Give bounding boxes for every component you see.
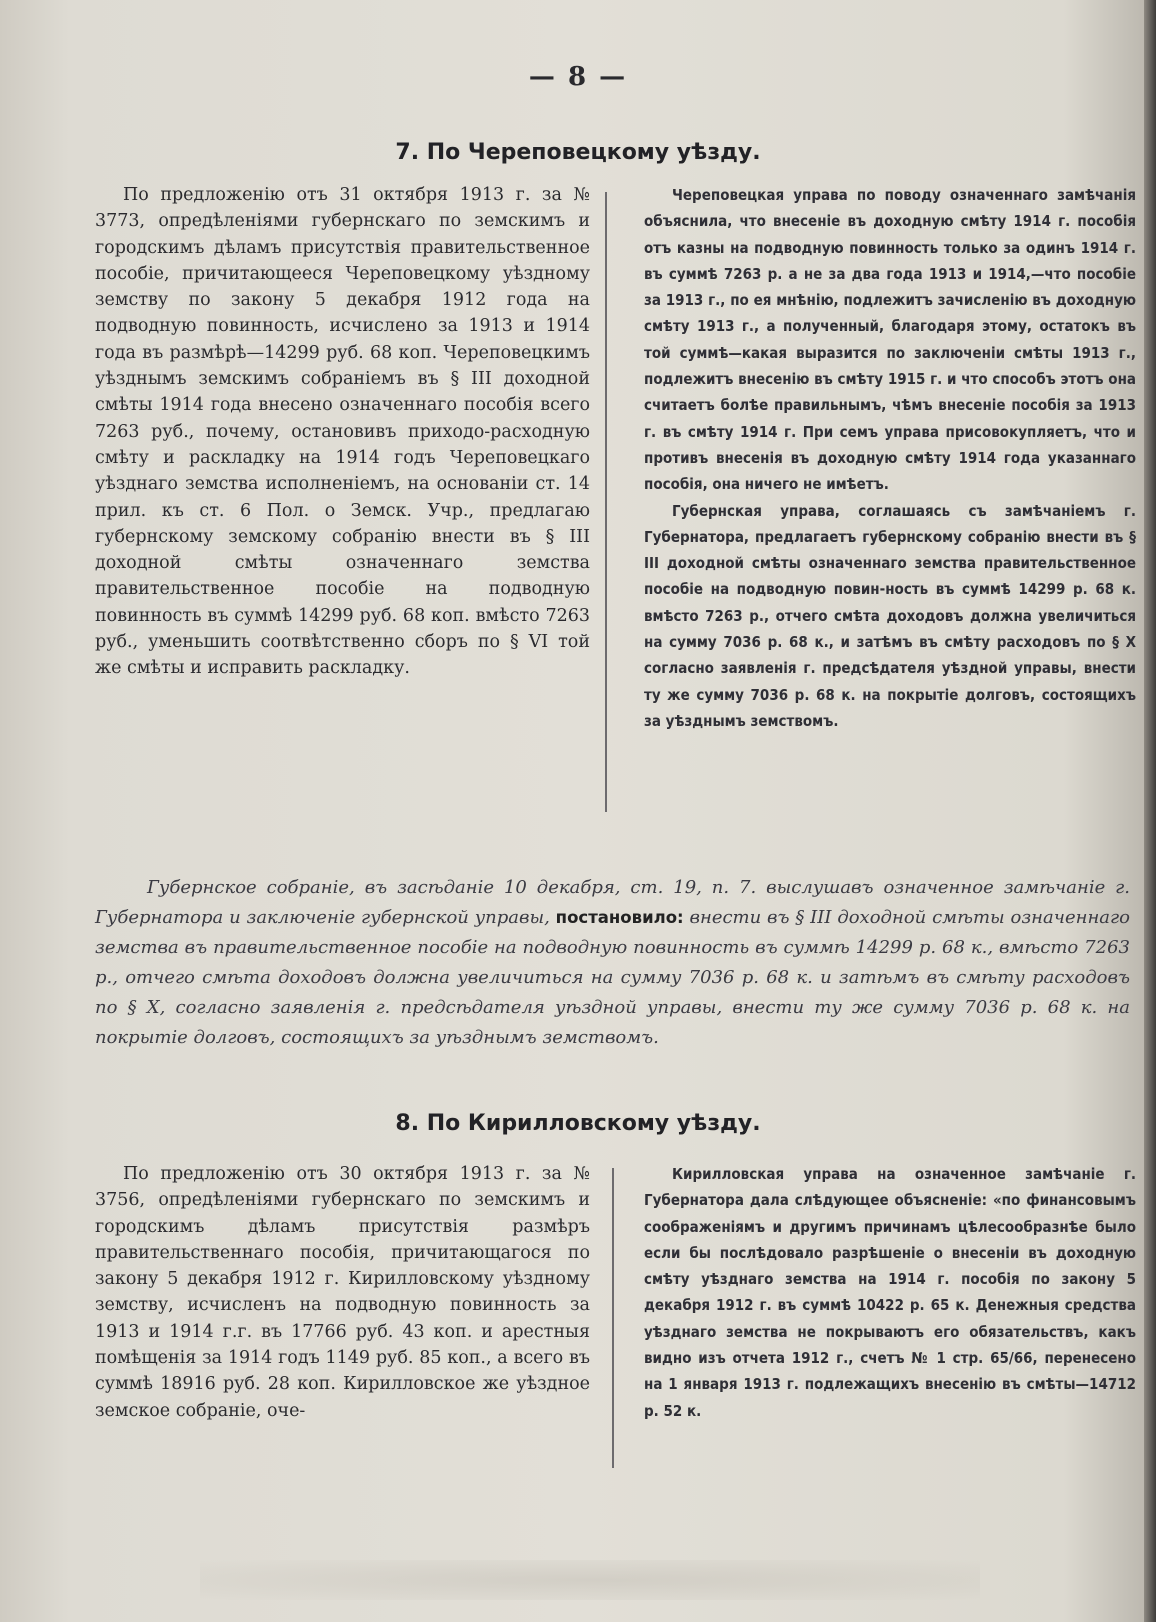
section-7-right-paragraph-1: Череповецкая управа по поводу означеннаго замѣчанія объяснила, что внесеніе въ доходную смѣту 1914 г. пособія отъ казны на подводную повинность только за одинъ 1914 г. въ суммѣ 7263 р. а не за два года 1913 и 1914,—что пособіе за 1913 г., по ея мнѣнію, подлежитъ зачисленію въ доходную смѣту 1913 г., а полученный, благодаря этому, остатокъ въ той суммѣ—какая выразится по заключеніи смѣты 1913 г., подлежитъ внесенію въ смѣту 1915 г. и что способъ этотъ она считаетъ болѣе правильнымъ, чѣмъ внесеніе пособія за 1913 г. въ смѣту 1914 г. При семъ управа присовокупляетъ, что и противъ внесенія въ доходную смѣту 1914 года указаннаго пособія, она ничего не имѣетъ. — [644, 186, 1136, 494]
resolution-keyword: постановило: — [555, 908, 684, 927]
paper-stain — [200, 1560, 980, 1600]
section-8-right-paragraph: Кирилловская управа на означенное замѣчаніе г. Губернатора дала слѣдующее объясненіе: «по финансовымъ соображеніямъ и другимъ причинамъ цѣлесообразнѣе было если бы послѣдовало разрѣшеніе о внесеніи въ доходную смѣту уѣзднаго земства на 1914 г. пособія по закону 5 декабря 1912 г. въ суммѣ 10422 р. 65 к. Денежныя средства уѣзднаго земства не покрываютъ его обязательствъ, какъ видно изъ отчета 1912 г., счетъ № 1 стр. 65/66, перенесено на 1 января 1913 г. подлежащихъ внесенію въ смѣты—14712 р. 52 к. — [644, 1165, 1136, 1420]
section-7-left-paragraph: По предложенію отъ 31 октября 1913 г. за № 3773, опредѣленіями губернскаго по земскимъ и городскимъ дѣламъ присутствія правительственное пособіе, причитающееся Череповецкому уѣздному земству по закону 5 декабря 1912 года на подводную повинность, исчислено за 1913 и 1914 года въ размѣрѣ—14299 руб. 68 коп. Череповецкимъ уѣзднымъ земскимъ собраніемъ въ § III доходной смѣты 1914 года внесено означеннаго пособія всего 7263 руб., почему, остановивъ приходо-расходную смѣту и раскладку на 1914 годъ Череповецкаго уѣзднаго земства исполненіемъ, на основаніи ст. 14 прил. къ ст. 6 Пол. о Земск. Учр., предлагаю губернскому земскому собранію внести въ § III доходной смѣты означеннаго земства правительственное пособіе на подводную повинность въ суммѣ 14299 руб. 68 коп. вмѣсто 7263 руб., уменьшить соотвѣтственно сборъ по § VI той же смѣты и исправить раскладку. — [95, 185, 590, 679]
section-8-right-column — [644, 1161, 1136, 1424]
section-7-column-divider — [605, 192, 607, 812]
section-8-column-divider — [612, 1168, 614, 1468]
section-7-heading: 7. По Череповецкому уѣзду. — [395, 140, 761, 165]
section-7-right-column — [644, 182, 1136, 734]
section-8-heading: 8. По Кирилловскому уѣзду. — [395, 1111, 761, 1136]
resolution-intro: Губернское собраніе, въ засѣданіе 10 декабря, ст. 19, п. 7. выслушавъ означенное замѣчаніе г. Губернатора и заключеніе губернской управы, — [95, 877, 1130, 928]
page-number: — 8 — — [528, 62, 628, 92]
section-8-left-paragraph: По предложенію отъ 30 октября 1913 г. за № 3756, опредѣленіями губернскаго по земскимъ и городскимъ дѣламъ присутствія размѣръ правительственнаго пособія, причитающагося по закону 5 декабря 1912 г. Кирилловскому уѣздному земству, исчисленъ на подводную повинность за 1913 и 1914 г.г. въ 17766 руб. 43 коп. и арестныя помѣщенія за 1914 годъ 1149 руб. 85 коп., а всего въ суммѣ 18916 руб. 28 коп. Кирилловское же уѣздное земское собраніе, оче- — [95, 1164, 590, 1421]
section-7-resolution — [95, 873, 1130, 1053]
page-edge-shadow — [1144, 0, 1156, 1622]
section-7-left-column — [95, 182, 590, 682]
section-8-left-column — [95, 1161, 590, 1424]
resolution-body: внести въ § III доходной смѣты означеннаго земства въ правительственное пособіе на подводную повинность въ суммѣ 14299 р. 68 к., вмѣсто 7263 р., отчего смѣта доходовъ должна увеличиться на сумму 7036 р. 68 к. и затѣмъ въ смѣту расходовъ по § X, согласно заявленія г. предсѣдателя уѣздной управы, внести ту же сумму 7036 р. 68 к. на покрытіе долговъ, состоящихъ за уѣзднымъ земствомъ. — [95, 907, 1130, 1048]
section-7-right-paragraph-2: Губернская управа, соглашаясь съ замѣчаніемъ г. Губернатора, предлагаетъ губернскому собранію внести въ § III доходной смѣты означеннаго земства правительственное пособіе на подводную повин-ность въ суммѣ 14299 р. 68 к. вмѣсто 7263 р., отчего смѣта доходовъ должна увеличиться на сумму 7036 р. 68 к., и затѣмъ въ смѣту расходовъ по § X согласно заявленія г. предсѣдателя уѣздной управы, внести ту же сумму 7036 р. 68 к. на покрытіе долговъ, состоящихъ за уѣзднымъ земствомъ. — [644, 501, 1136, 730]
